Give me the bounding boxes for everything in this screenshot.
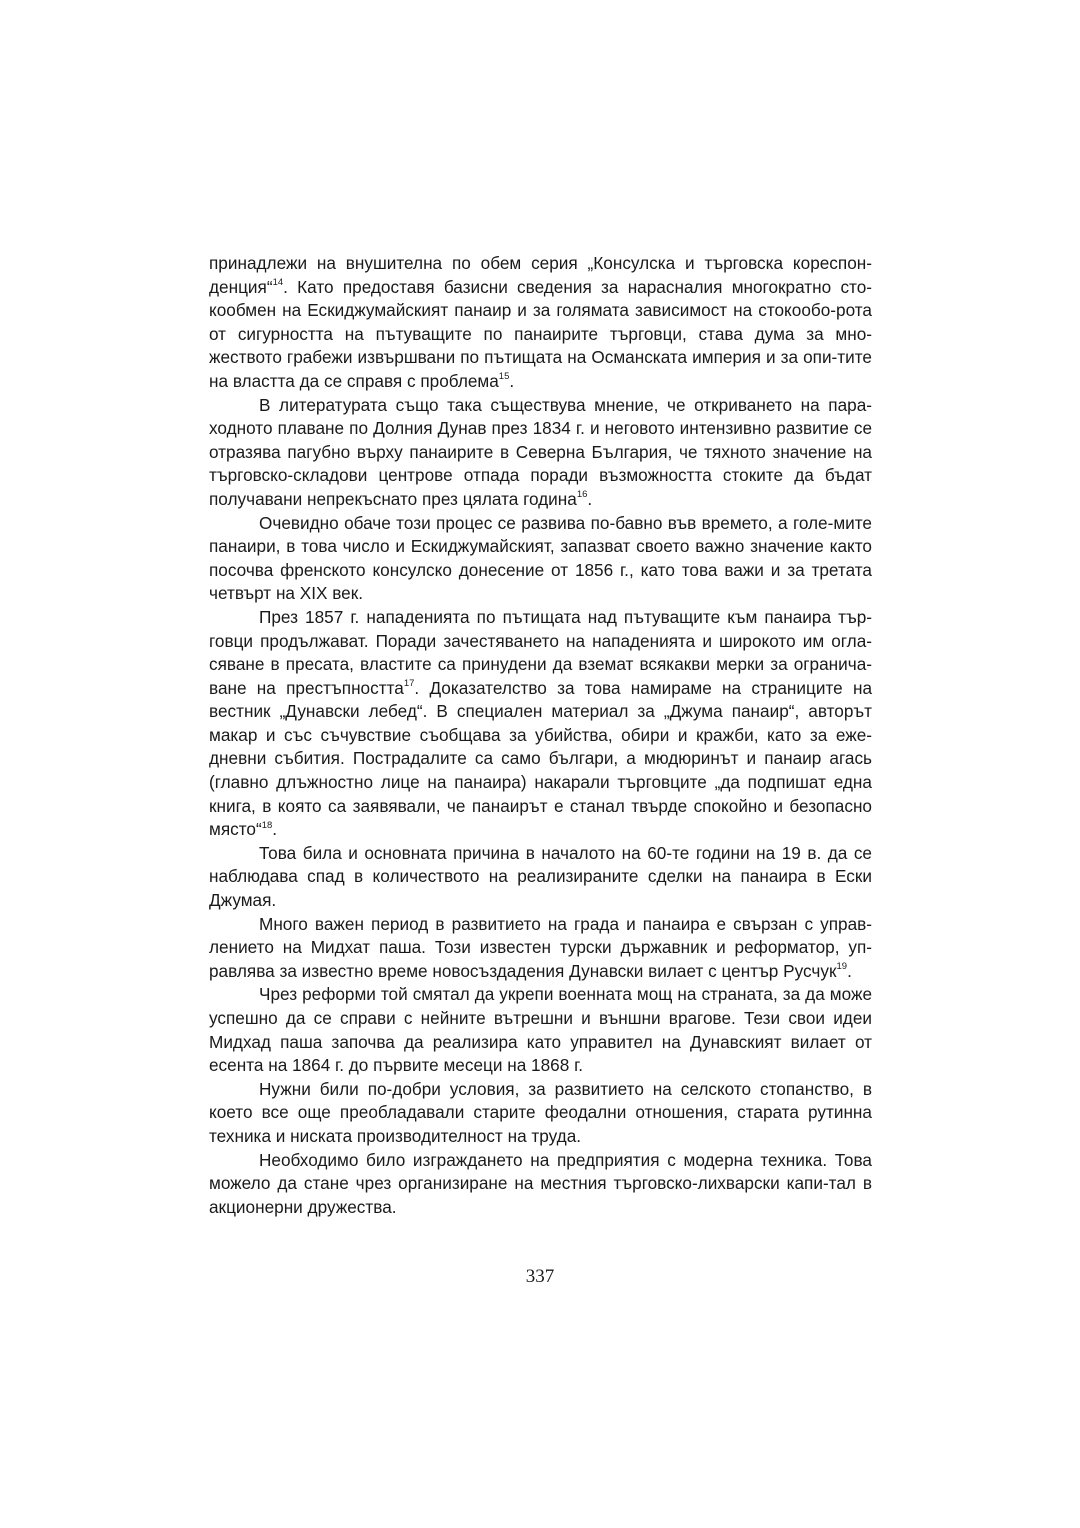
paragraph-text: принадлежи на внушителна по обем серия „Консулска и търговска кореспон-денция“ [209,253,872,297]
footnote-ref-17: 17 [403,677,415,689]
paragraph-text: Очевидно обаче този процес се развива по-бавно във времето, а голе-мите панаири, в това число и Ескиджумайският, запазват своето важно значение както посочва френското консулско донесение от 1856 г., като това важи и за третата четвърт на XIX век. [209,512,872,604]
paragraph-6 [209,913,872,984]
paragraph-9 [209,1149,872,1220]
paragraph-7 [209,983,872,1077]
paragraph-text: Нужни били по-добри условия, за развитието на селското стопанство, в което все още преобладавали старите феодални отношения, старата рутинна техника и ниската производителност на труда. [209,1078,872,1146]
paragraph-text: . [847,960,852,981]
paragraph-text: . Доказателство за това намираме на страниците на вестник „Дунавски лебед“. В специален материал за „Джума панаир“, авторът макар и със съчувствие съобщава за убийства, обири и кражби, като за ежe-дневни събития. Пострадалите са само българи, а мюдюринът и панаир агась (главно длъжностно лице на панаира) накарали търговците „да подпишат една книга, в която са заявявали, че панаирът е станал твърде спокойно и безопасно място“ [209,677,873,840]
paragraph-3 [209,512,872,606]
paragraph-text: Много важен период в развитието на града и панаира е свързан с управ-лението на Мидхат паша. Този известен турски държавник и реформатор, уп-равлява за известно време новосъздадения Дунавски вилает с център Русчук [209,913,872,981]
paragraph-text: . Като предоставя базисни сведения за нараснaлия многократно сто-кообмен на Ескиджумайският панаир и за голямата зависимост на стокообо-рота от сигурността на пътуващите по панаирите търговци, става дума за мно-жеството грабежи извършвани по пътищата на Османската империя и за опи-тите на властта да се справя с проблема [209,276,872,391]
page-number: 337 [525,1266,555,1287]
paragraph-text: . [509,370,515,391]
paragraph-2 [209,394,872,512]
footnote-ref-16: 16 [576,489,588,501]
footnote-ref-15: 15 [498,371,510,383]
paragraph-text: В литературата също така съществува мнение, че откриването на пара-ходното плаване по Долния Дунав през 1834 г. и неговото интензивно развитие се отразява пагубно върху панаирите в Северна България, че тяхното значение на търговско-складови центрове отпада поради възможността стоките да бъдат получавани непрекъснато през цялата година [209,394,872,509]
footnote-ref-18: 18 [261,819,273,831]
paragraph-text: Необходимо било изграждането на предприятия с модерна техника. Това можело да стане чрез организиране на местния търговско-лихварски капи-тал в акционерни дружества. [209,1149,872,1217]
footnote-ref-14: 14 [272,276,284,288]
paragraph-4 [209,606,872,842]
paragraph-text: Това била и основната причина в началото на 60-те години на 19 в. да се наблюдава спад в количеството на реализираните сделки на панаира в Ески Джумая. [209,842,872,911]
paragraph-text: . [272,819,278,840]
footnote-ref-19: 19 [836,961,848,973]
paragraph-8 [209,1078,872,1149]
page-body [209,252,872,1219]
paragraph-text: Чрез реформи той смятал да укрепи военната мощ на страната, за да може успешно да се справи с нейните вътрешни и външни врагове. Тези свои идеи Мидхад паша започва да реализира като управител на Дунавският вилает от есента на 1864 г. до първите месеци на 1868 г. [209,984,872,1076]
paragraph-5 [209,842,872,913]
paragraph-1 [209,252,872,394]
paragraph-text: . [587,488,593,509]
paragraph-text: През 1857 г. нападенията по пътищата над пътуващите към панаира тър-говци продължават. Поради зачестяването на нападенията и широкото им огла-сяване в пресата, властите са принудени да вземат всякакви мерки за огранича-ване на престъпността [209,606,872,698]
